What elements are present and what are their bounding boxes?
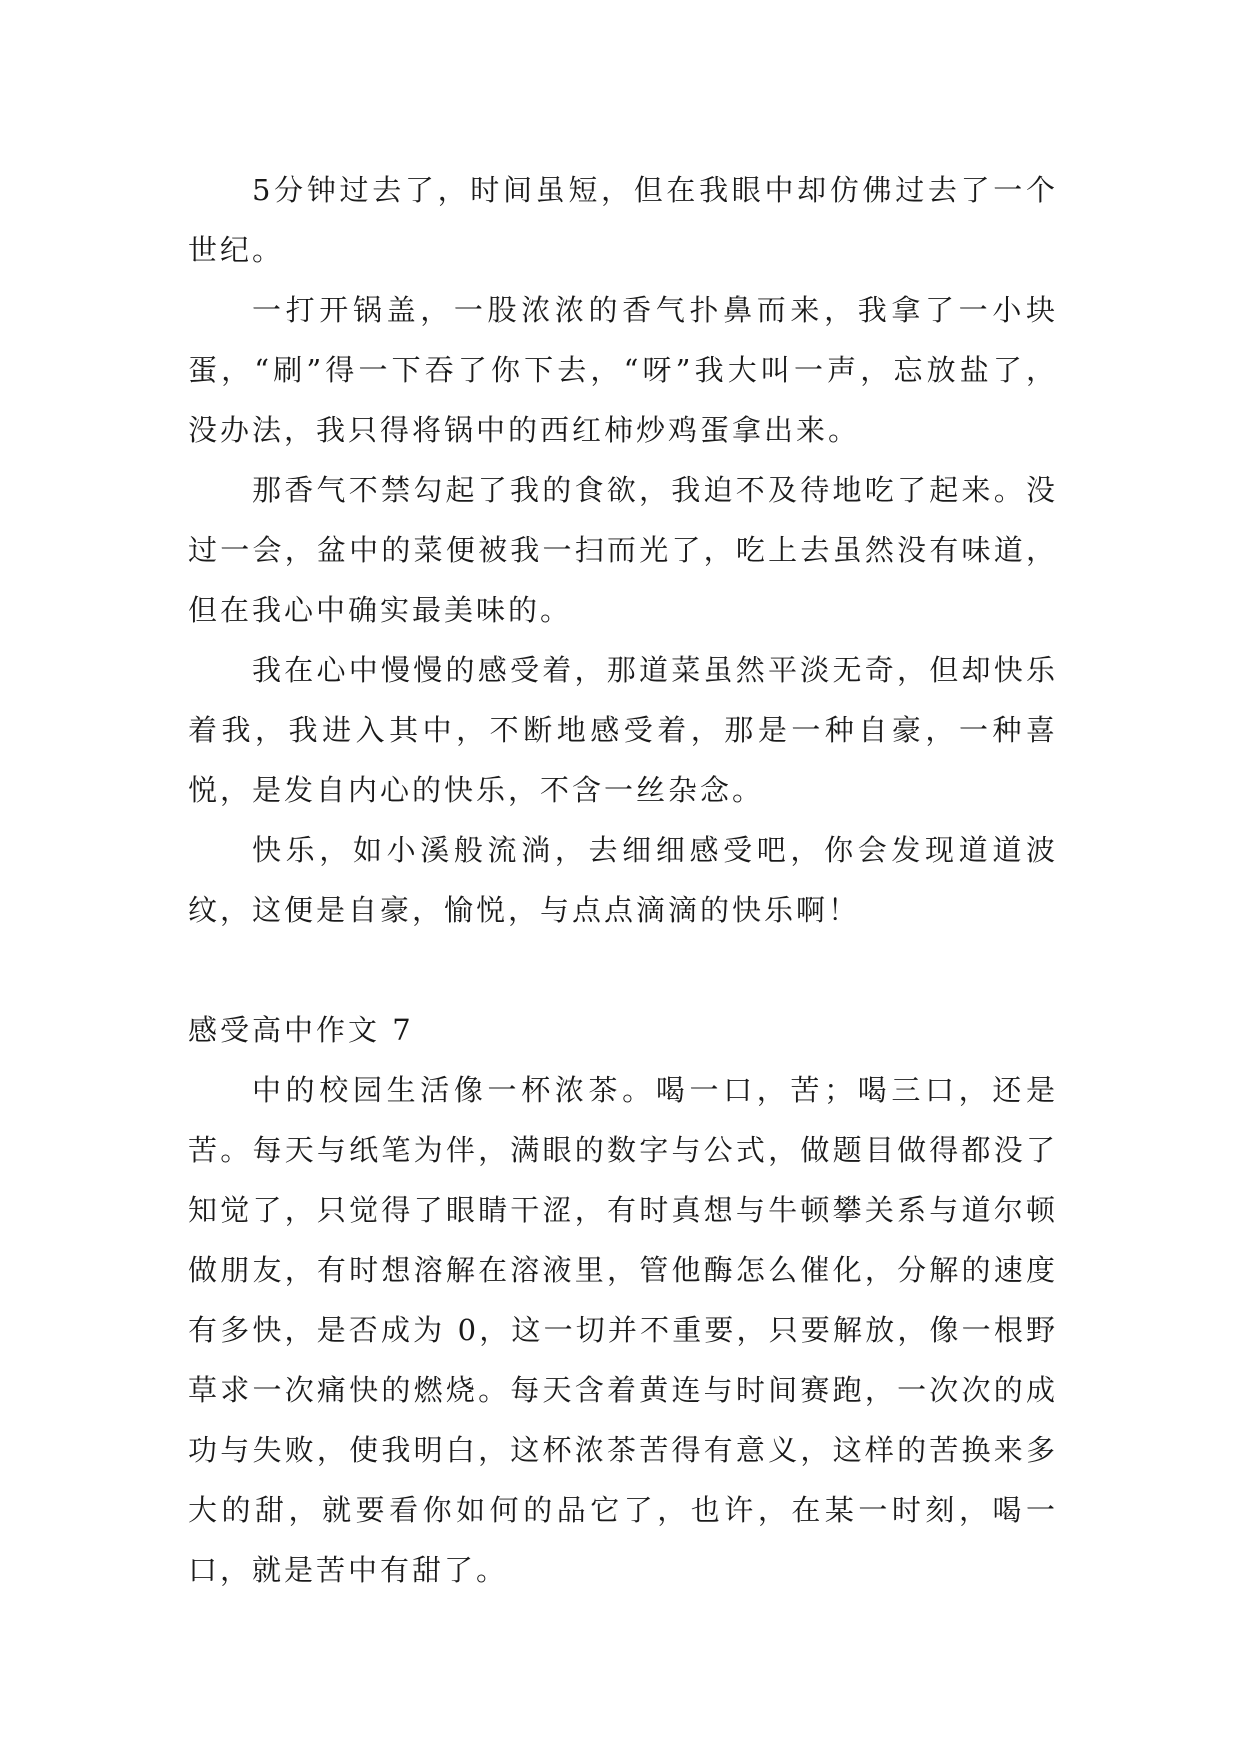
document-body bbox=[188, 160, 1058, 1600]
paragraph: 快乐，如小溪般流淌，去细细感受吧，你会发现道道波纹，这便是自豪，愉悦，与点点滴滴的快乐啊！ bbox=[188, 833, 1058, 927]
paragraph: 中的校园生活像一杯浓茶。喝一口，苦；喝三口，还是苦。每天与纸笔为伴，满眼的数字与公式，做题目做得都没了知觉了，只觉得了眼睛干涩，有时真想与牛顿攀关系与道尔顿做朋友，有时想溶解在溶液里，管他酶怎么催化，分解的速度有多快，是否成为 0，这一切并不重要，只要解放，像一根野草求一次痛快的燃烧。每天含着黄连与时间赛跑，一次次的成功与失败，使我明白，这杯浓茶苦得有意义，这样的苦换来多大的甜，就要看你如何的品它了，也许，在某一时刻，喝一口，就是苦中有甜了。 bbox=[188, 1073, 1058, 1587]
paragraph: 一打开锅盖，一股浓浓的香气扑鼻而来，我拿了一小块蛋，“刷”得一下吞了你下去，“呀”我大叫一声，忘放盐了，没办法，我只得将锅中的西红柿炒鸡蛋拿出来。 bbox=[188, 293, 1058, 447]
paragraph: 我在心中慢慢的感受着，那道菜虽然平淡无奇，但却快乐着我，我进入其中，不断地感受着，那是一种自豪，一种喜悦，是发自内心的快乐，不含一丝杂念。 bbox=[188, 653, 1058, 807]
paragraph: 5分钟过去了，时间虽短，但在我眼中却仿佛过去了一个世纪。 bbox=[188, 173, 1058, 267]
paragraph: 那香气不禁勾起了我的食欲，我迫不及待地吃了起来。没过一会，盆中的菜便被我一扫而光了，吃上去虽然没有味道，但在我心中确实最美味的。 bbox=[188, 473, 1058, 627]
section-heading: 感受高中作文 7 bbox=[188, 1013, 414, 1047]
